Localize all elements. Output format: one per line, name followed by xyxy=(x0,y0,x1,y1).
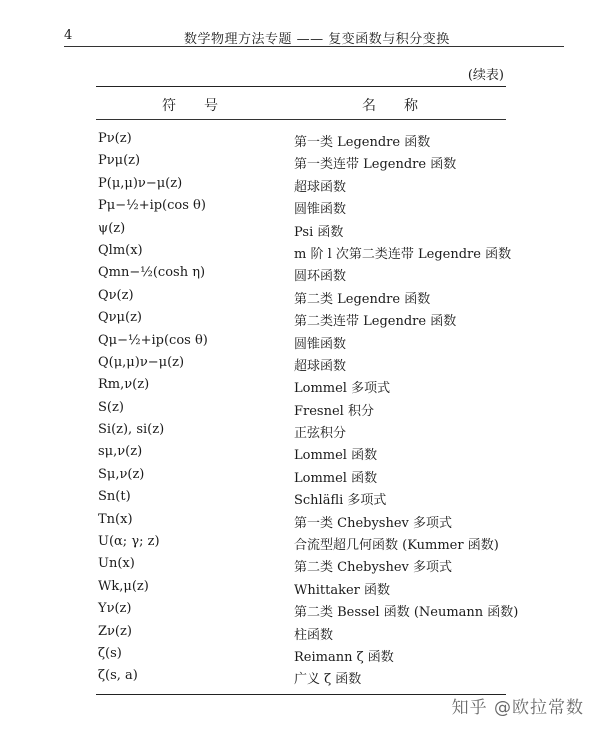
name-cell: m 阶 l 次第二类连带 Legendre 函数 xyxy=(294,246,512,262)
table-row xyxy=(96,419,506,441)
name-cell: Schläfli 多项式 xyxy=(294,493,387,509)
table-row xyxy=(96,621,506,643)
table-row xyxy=(96,218,506,240)
symbol-cell: U(α; γ; z) xyxy=(98,534,160,550)
symbol-cell: Pν(z) xyxy=(98,131,132,146)
table-row xyxy=(96,509,506,531)
symbol-cell: Qmn−½(cosh η) xyxy=(98,265,206,281)
name-cell: 圆锥函数 xyxy=(294,336,347,352)
table-row xyxy=(96,150,506,172)
table-row xyxy=(96,531,506,553)
table-row xyxy=(96,128,506,150)
table-row xyxy=(96,598,519,621)
continued-label: (续表) xyxy=(467,68,504,83)
table-row xyxy=(96,486,506,508)
page-header xyxy=(64,24,564,47)
running-title: 数学物理方法专题 —— 复变函数与积分变换 xyxy=(184,32,450,47)
table-row xyxy=(96,576,506,598)
name-cell: 柱函数 xyxy=(294,627,334,643)
name-cell: 第一类 Chebyshev 多项式 xyxy=(294,515,453,531)
table-row xyxy=(96,665,506,687)
symbol-cell: Sn(t) xyxy=(98,489,131,505)
name-cell: 正弦积分 xyxy=(294,426,347,442)
name-cell: 第二类 Legendre 函数 xyxy=(294,291,431,307)
name-cell: 圆锥函数 xyxy=(294,202,347,218)
symbol-cell: Qlm(x) xyxy=(98,242,143,258)
table-row xyxy=(96,464,506,486)
table-row xyxy=(96,285,506,307)
symbol-cell: Zν(z) xyxy=(98,623,132,639)
name-cell: 第二类连带 Legendre 函数 xyxy=(294,314,457,330)
name-cell: 第一类 Legendre 函数 xyxy=(294,135,431,150)
table-row xyxy=(96,397,506,419)
symbol-cell: Qν(z) xyxy=(98,287,134,303)
name-cell: 广义 ζ 函数 xyxy=(294,672,362,688)
symbol-cell: sμ,ν(z) xyxy=(98,444,143,460)
table-row xyxy=(96,330,506,352)
name-cell: Reimann ζ 函数 xyxy=(294,649,394,665)
symbol-cell: Q(μ,μ)ν−μ(z) xyxy=(98,354,185,370)
symbol-cell: ζ(s) xyxy=(98,645,122,661)
table-body xyxy=(96,120,519,694)
name-cell: 第二类 Chebyshev 多项式 xyxy=(294,560,453,576)
column-header-symbol: 符号 xyxy=(162,98,246,114)
table-row xyxy=(96,441,506,463)
column-header-name: 名称 xyxy=(362,98,446,114)
symbol-table xyxy=(96,86,519,695)
table-row xyxy=(96,553,506,575)
symbol-cell: S(z) xyxy=(98,399,124,415)
name-cell: Whittaker 函数 xyxy=(294,582,391,598)
symbol-cell: Pνμ(z) xyxy=(98,153,141,169)
symbol-cell: Si(z), si(z) xyxy=(98,422,165,438)
symbol-cell: Qμ−½+ip(cos θ) xyxy=(98,332,208,348)
table-row xyxy=(96,173,506,195)
page-number: 4 xyxy=(64,28,73,43)
name-cell: Fresnel 积分 xyxy=(294,403,374,419)
watermark: 知乎 @欧拉常数 xyxy=(451,698,584,718)
name-cell: 超球函数 xyxy=(294,179,347,195)
symbol-cell: Wk,μ(z) xyxy=(98,578,149,594)
symbol-cell: Yν(z) xyxy=(98,601,132,617)
name-cell: Lommel 函数 xyxy=(294,448,378,464)
name-cell: Psi 函数 xyxy=(294,224,344,240)
symbol-cell: ζ(s, a) xyxy=(98,668,138,684)
symbol-cell: Sμ,ν(z) xyxy=(98,466,145,482)
name-cell: 超球函数 xyxy=(294,358,347,374)
symbol-cell: Rm,ν(z) xyxy=(98,377,150,393)
symbol-cell: Qνμ(z) xyxy=(98,310,143,326)
name-cell: Lommel 多项式 xyxy=(294,381,391,397)
name-cell: 第一类连带 Legendre 函数 xyxy=(294,157,457,173)
symbol-cell: P(μ,μ)ν−μ(z) xyxy=(98,175,183,191)
symbol-cell: ψ(z) xyxy=(98,220,126,236)
table-row xyxy=(96,352,506,374)
table-row xyxy=(96,643,506,665)
name-cell: 合流型超几何函数 (Kummer 函数) xyxy=(294,538,499,554)
table-row xyxy=(96,195,506,217)
table-row xyxy=(96,240,512,262)
table-row xyxy=(96,374,506,396)
name-cell: 第二类 Bessel 函数 (Neumann 函数) xyxy=(294,605,519,621)
table-row xyxy=(96,307,506,329)
table-row xyxy=(96,262,506,284)
table-bottom-rule xyxy=(96,694,506,695)
table-header xyxy=(96,87,506,119)
name-cell: 圆环函数 xyxy=(294,269,347,285)
symbol-cell: Pμ−½+ip(cos θ) xyxy=(98,198,206,214)
name-cell: Lommel 函数 xyxy=(294,470,378,486)
symbol-cell: Tn(x) xyxy=(98,511,133,527)
symbol-cell: Un(x) xyxy=(98,556,135,572)
